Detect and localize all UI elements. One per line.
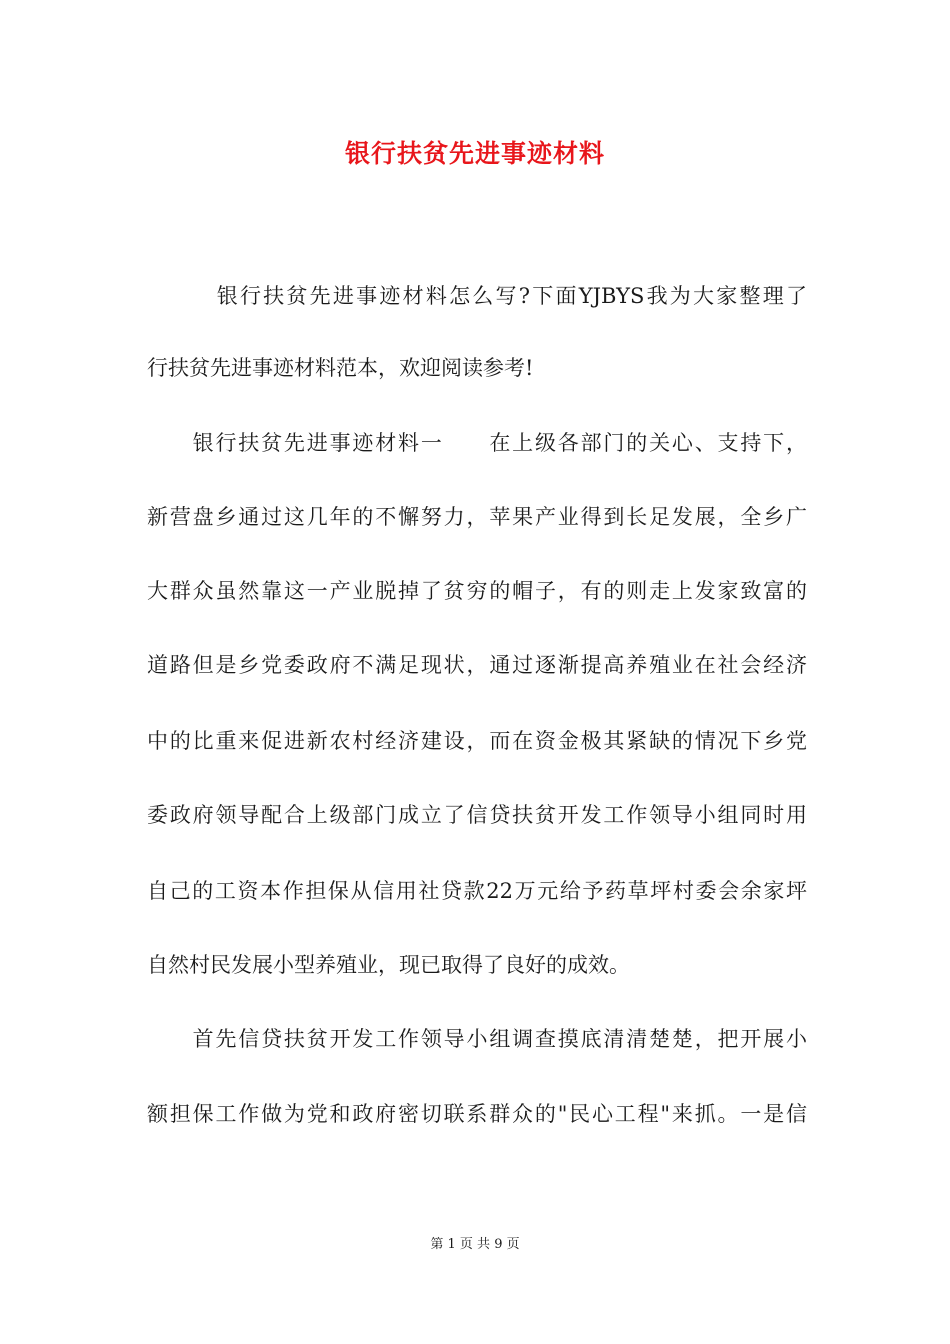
document-title: 银行扶贫先进事迹材料 <box>344 139 605 168</box>
paragraph-line: 中的比重来促进新农村经济建设，而在资金极其紧缺的情况下乡党 <box>147 729 807 753</box>
paragraph-line: 自己的工资本作担保从信用社贷款22万元给予药草坪村委会余家坪 <box>147 879 807 903</box>
paragraph-line: 委政府领导配合上级部门成立了信贷扶贫开发工作领导小组同时用 <box>147 803 807 827</box>
paragraph-line: 行扶贫先进事迹材料范本，欢迎阅读参考! <box>147 356 534 380</box>
paragraph-line: 额担保工作做为党和政府密切联系群众的"民心工程"来抓。一是信 <box>147 1102 807 1126</box>
paragraph-line: 首先信贷扶贫开发工作领导小组调查摸底清清楚楚，把开展小 <box>147 1027 807 1051</box>
page-number-footer: 第 1 页 共 9 页 <box>430 1237 520 1252</box>
paragraph-line: 大群众虽然靠这一产业脱掉了贫穷的帽子，有的则走上发家致富的 <box>147 579 807 603</box>
paragraph-line: 道路但是乡党委政府不满足现状，通过逐渐提高养殖业在社会经济 <box>147 653 807 677</box>
paragraph-line: 银行扶贫先进事迹材料一 在上级各部门的关心、支持下， <box>147 431 807 455</box>
paragraph-line: 新营盘乡通过这几年的不懈努力，苹果产业得到长足发展，全乡广 <box>147 505 807 529</box>
paragraph-line: 自然村民发展小型养殖业，现已取得了良好的成效。 <box>147 953 630 977</box>
paragraph-line: 银行扶贫先进事迹材料怎么写?下面YJBYS我为大家整理了 <box>147 284 807 308</box>
